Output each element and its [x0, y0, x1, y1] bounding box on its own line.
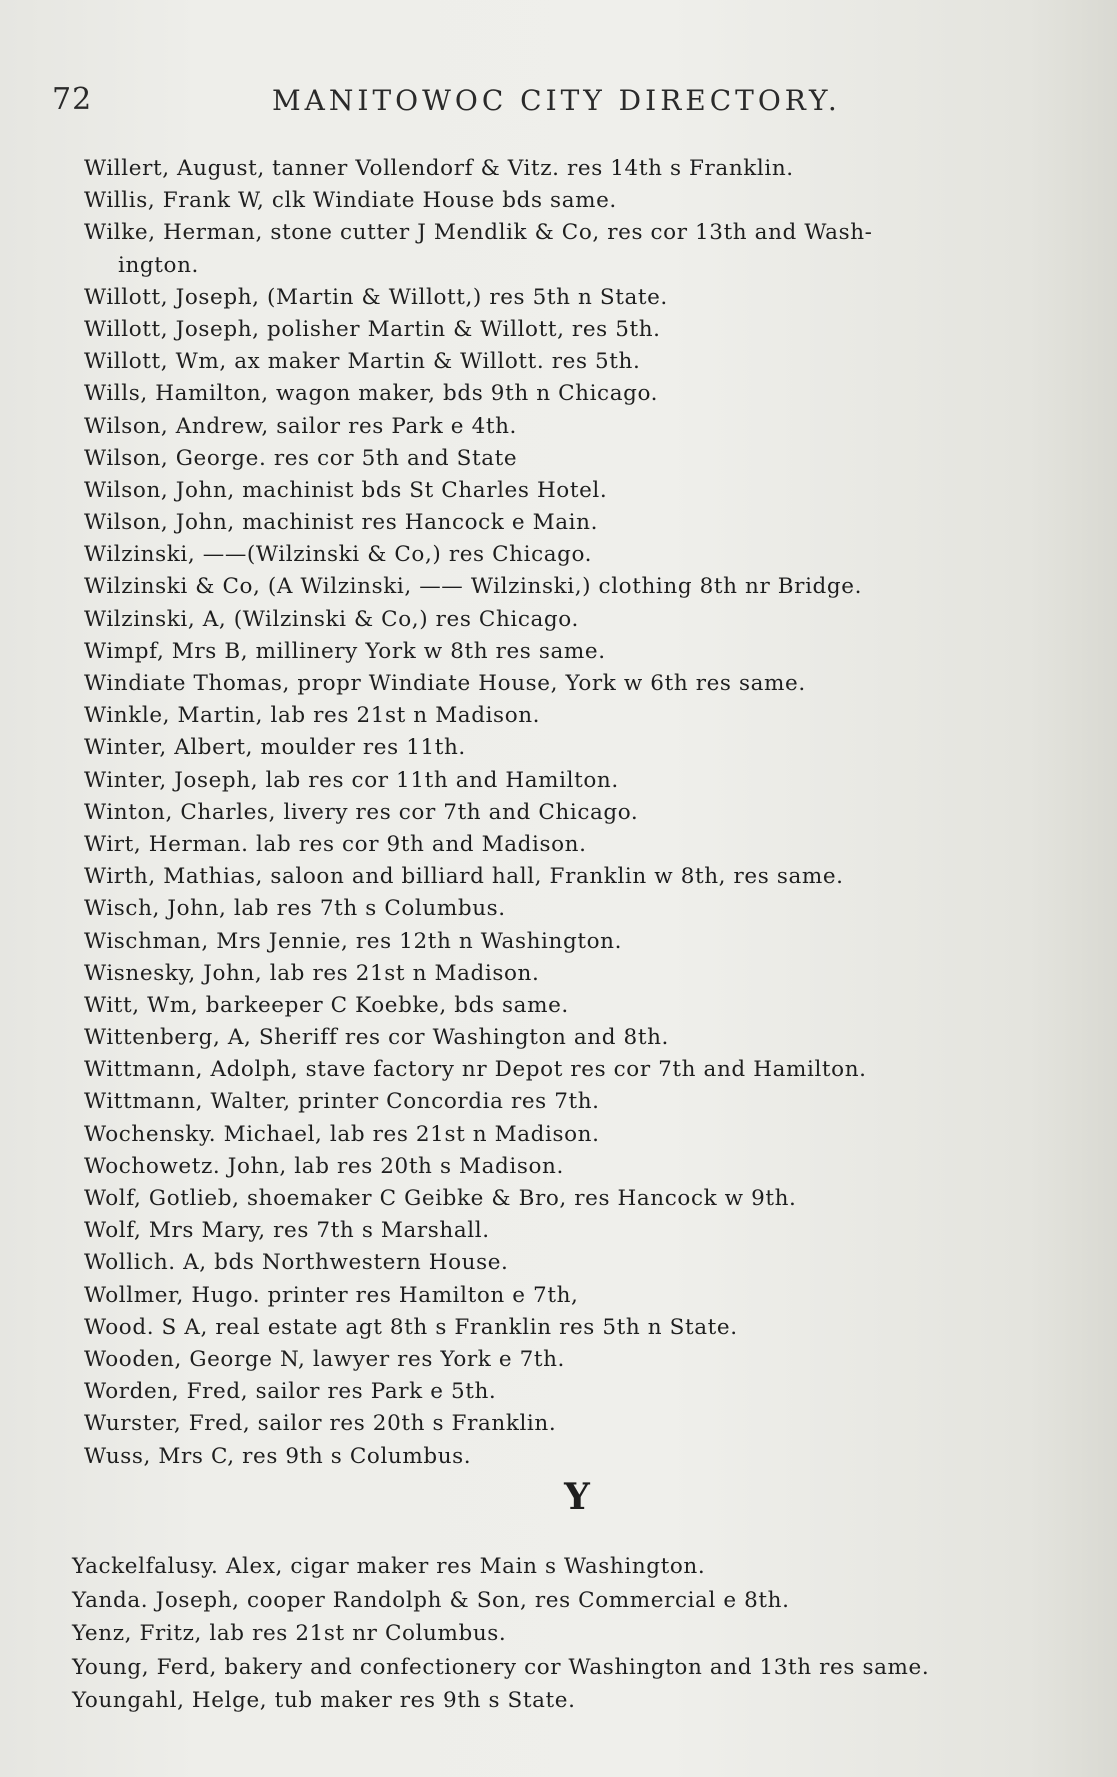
directory-entry: Winton, Charles, livery res cor 7th and Chicago.	[84, 799, 639, 825]
directory-entry: Wirth, Mathias, saloon and billiard hall, Franklin w 8th, res same.	[84, 864, 844, 890]
directory-entry: Wochowetz. John, lab res 20th s Madison.	[84, 1153, 564, 1179]
directory-entry: Wittmann, Walter, printer Concordia res 7th.	[84, 1089, 600, 1115]
directory-entry: Wimpf, Mrs B, millinery York w 8th res same.	[84, 638, 606, 664]
directory-entry: Winter, Albert, moulder res 11th.	[84, 735, 466, 761]
page-header	[52, 82, 852, 122]
directory-entry: Willott, Wm, ax maker Martin & Willott. res 5th.	[84, 349, 641, 375]
section-letter-y: Y	[564, 1476, 590, 1518]
directory-entry: Willott, Joseph, polisher Martin & Willott, res 5th.	[84, 316, 661, 342]
directory-entry: Wurster, Fred, sailor res 20th s Franklin.	[84, 1411, 557, 1437]
directory-entry: Wollmer, Hugo. printer res Hamilton e 7th,	[84, 1282, 579, 1308]
directory-entry: Wittenberg, A, Sheriff res cor Washington and 8th.	[84, 1025, 669, 1051]
directory-entry: Wilson, John, machinist res Hancock e Main.	[84, 510, 599, 536]
running-title: MANITOWOC CITY DIRECTORY.	[272, 84, 841, 117]
directory-entry: Yanda. Joseph, cooper Randolph & Son, res Commercial e 8th.	[72, 1587, 790, 1613]
directory-entry: Young, Ferd, bakery and confectionery cor Washington and 13th res same.	[72, 1654, 930, 1680]
directory-entries-w	[84, 153, 1074, 1473]
directory-entry: Wills, Hamilton, wagon maker, bds 9th n Chicago.	[84, 381, 659, 407]
directory-entry: Wilson, George. res cor 5th and State	[84, 445, 518, 471]
directory-entry: Wooden, George N, lawyer res York e 7th.	[84, 1346, 565, 1372]
directory-entry: Wirt, Herman. lab res cor 9th and Madison.	[84, 831, 587, 857]
directory-entries-y	[72, 1476, 1082, 1718]
directory-entry: Wittmann, Adolph, stave factory nr Depot res cor 7th and Hamilton.	[84, 1057, 867, 1083]
directory-entry: Witt, Wm, barkeeper C Koebke, bds same.	[84, 992, 569, 1018]
directory-entry: Willert, August, tanner Vollendorf & Vitz. res 14th s Franklin.	[84, 156, 794, 181]
directory-entry: Yackelfalusy. Alex, cigar maker res Main s Washington.	[72, 1554, 706, 1579]
directory-entry: Wolf, Mrs Mary, res 7th s Marshall.	[84, 1218, 490, 1244]
directory-entry: Wisch, John, lab res 7th s Columbus.	[84, 896, 506, 922]
directory-entry: Wochensky. Michael, lab res 21st n Madison.	[84, 1121, 600, 1147]
directory-entry: Wilzinski & Co, (A Wilzinski, —— Wilzinski,) clothing 8th nr Bridge.	[84, 574, 863, 600]
directory-entry: Wilson, Andrew, sailor res Park e 4th.	[84, 413, 517, 439]
directory-entry: Youngahl, Helge, tub maker res 9th s State.	[72, 1688, 576, 1713]
directory-entry: Wood. S A, real estate agt 8th s Franklin res 5th n State.	[84, 1314, 738, 1340]
directory-entry: Worden, Fred, sailor res Park e 5th.	[84, 1379, 497, 1405]
directory-entry: Yenz, Fritz, lab res 21st nr Columbus.	[72, 1621, 507, 1646]
directory-entry: Willis, Frank W, clk Windiate House bds same.	[84, 188, 617, 214]
directory-entry: Wilzinski, ——(Wilzinski & Co,) res Chicago.	[84, 542, 593, 568]
directory-entry: Wolf, Gotlieb, shoemaker C Geibke & Bro, res Hancock w 9th.	[84, 1186, 797, 1211]
directory-entry: Wilson, John, machinist bds St Charles Hotel.	[84, 477, 608, 503]
directory-entry: Wisnesky, John, lab res 21st n Madison.	[84, 960, 540, 986]
directory-entry: Windiate Thomas, propr Windiate House, York w 6th res same.	[84, 671, 806, 696]
page-number: 72	[52, 82, 93, 117]
directory-entry: Winter, Joseph, lab res cor 11th and Hamilton.	[84, 767, 619, 793]
directory-entry: Winkle, Martin, lab res 21st n Madison.	[84, 703, 541, 729]
directory-entry: Wischman, Mrs Jennie, res 12th n Washington.	[84, 928, 623, 954]
directory-entry: Wollich. A, bds Northwestern House.	[84, 1250, 509, 1276]
directory-entry: Wilke, Herman, stone cutter J Mendlik & Co, res cor 13th and Wash-	[84, 220, 873, 246]
directory-entry: Willott, Joseph, (Martin & Willott,) res 5th n State.	[84, 284, 668, 310]
directory-entry: Wuss, Mrs C, res 9th s Columbus.	[84, 1443, 472, 1469]
directory-entry: Wilzinski, A, (Wilzinski & Co,) res Chicago.	[84, 606, 579, 632]
directory-entry: ington.	[118, 252, 199, 278]
